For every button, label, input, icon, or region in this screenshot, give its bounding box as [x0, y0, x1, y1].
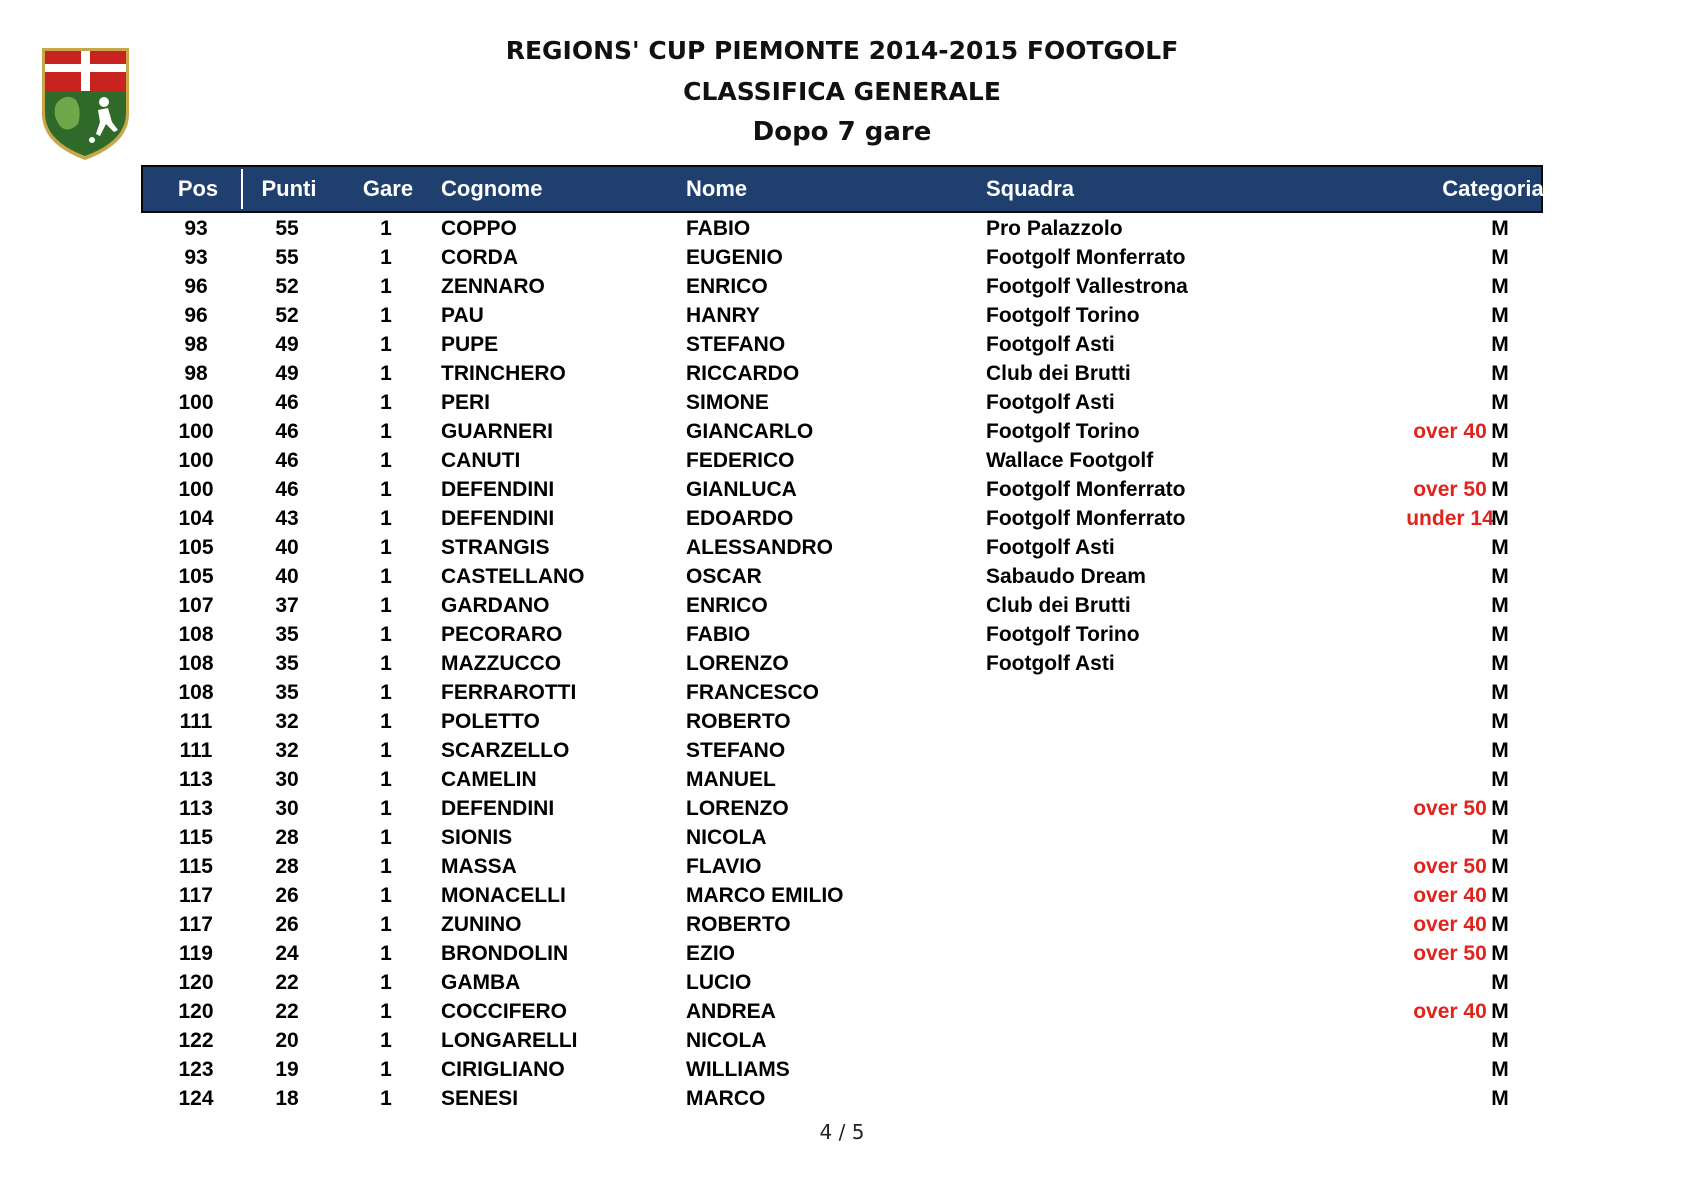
- table-row: [0, 881, 1684, 910]
- column-header-punti: Punti: [261, 176, 317, 201]
- table-row: [0, 678, 1684, 707]
- cell-gare: 1: [380, 1029, 392, 1052]
- cell-categoria: over 40: [1413, 1000, 1487, 1023]
- cell-cognome: ZUNINO: [441, 913, 522, 936]
- cell-nome: STEFANO: [686, 739, 786, 762]
- cell-gare: 1: [380, 362, 392, 385]
- cell-pos: 108: [178, 652, 214, 675]
- cell-pos: 105: [178, 565, 214, 588]
- cell-pos: 100: [178, 449, 214, 472]
- cell-squadra: Wallace Footgolf: [986, 449, 1154, 472]
- cell-nome: MARCO: [686, 1087, 766, 1110]
- cell-cognome: MASSA: [441, 855, 517, 878]
- cell-nome: WILLIAMS: [686, 1058, 790, 1081]
- cell-nome: RICCARDO: [686, 362, 800, 385]
- cell-gare: 1: [380, 855, 392, 878]
- cell-mf: M: [1491, 739, 1509, 762]
- table-row: [0, 707, 1684, 736]
- cell-mf: M: [1491, 217, 1509, 240]
- cell-squadra: [986, 765, 1326, 794]
- cell-gare: 1: [380, 768, 392, 791]
- cell-mf: M: [1491, 1058, 1509, 1081]
- cell-gare: 1: [380, 1000, 392, 1023]
- cell-cognome: PAU: [441, 304, 484, 327]
- table-row: [0, 504, 1684, 533]
- cell-pos: 115: [179, 855, 213, 878]
- cell-nome: FEDERICO: [686, 449, 795, 472]
- cell-gare: 1: [380, 333, 392, 356]
- cell-squadra: Club dei Brutti: [986, 362, 1131, 385]
- cell-pos: 108: [178, 623, 214, 646]
- cell-mf: M: [1491, 1087, 1509, 1110]
- table-row: [0, 562, 1684, 591]
- cell-squadra: Footgolf Monferrato: [986, 478, 1186, 501]
- cell-pos: 122: [178, 1029, 214, 1052]
- cell-gare: 1: [380, 971, 392, 994]
- cell-mf: M: [1491, 246, 1509, 269]
- cell-pos: 93: [184, 217, 208, 240]
- cell-squadra: Footgolf Monferrato: [986, 507, 1186, 530]
- cell-punti: 26: [275, 884, 299, 907]
- cell-punti: 49: [275, 362, 299, 385]
- cell-cognome: CANUTI: [441, 449, 521, 472]
- cell-squadra: Footgolf Torino: [986, 623, 1140, 646]
- cell-punti: 35: [275, 623, 299, 646]
- cell-squadra: [986, 678, 1326, 707]
- cell-cognome: GAMBA: [441, 971, 521, 994]
- cell-gare: 1: [380, 565, 392, 588]
- cell-nome: OSCAR: [686, 565, 762, 588]
- table-row: [0, 1026, 1684, 1055]
- cell-punti: 28: [275, 826, 299, 849]
- cell-cognome: COCCIFERO: [441, 1000, 567, 1023]
- cell-categoria: over 50: [1413, 797, 1487, 820]
- cell-gare: 1: [380, 797, 392, 820]
- cell-cognome: GUARNERI: [441, 420, 554, 443]
- cell-pos: 111: [179, 739, 213, 762]
- cell-punti: 46: [275, 391, 299, 414]
- cell-categoria: over 40: [1413, 884, 1487, 907]
- cell-mf: M: [1491, 942, 1509, 965]
- cell-punti: 40: [275, 536, 299, 559]
- cell-mf: M: [1491, 362, 1509, 385]
- cell-cognome: CASTELLANO: [441, 565, 585, 588]
- cell-mf: M: [1491, 391, 1509, 414]
- cell-categoria: under 14: [1406, 507, 1494, 530]
- cell-cognome: ZENNARO: [441, 275, 545, 298]
- cell-nome: STEFANO: [686, 333, 786, 356]
- cell-squadra: [986, 968, 1326, 997]
- cell-pos: 100: [178, 478, 214, 501]
- table-row: [0, 765, 1684, 794]
- cell-mf: M: [1491, 971, 1509, 994]
- table-row: [0, 997, 1684, 1026]
- page-subtitle-races: Dopo 7 gare: [752, 117, 932, 147]
- cell-mf: M: [1491, 623, 1509, 646]
- cell-punti: 43: [275, 507, 299, 530]
- cell-cognome: SENESI: [441, 1087, 519, 1110]
- cell-nome: FLAVIO: [686, 855, 762, 878]
- cell-cognome: FERRAROTTI: [441, 681, 577, 704]
- table-row: [0, 243, 1684, 272]
- table-row: [0, 649, 1684, 678]
- cell-cognome: COPPO: [441, 217, 517, 240]
- cell-pos: 96: [184, 275, 208, 298]
- cell-nome: ANDREA: [686, 1000, 776, 1023]
- cell-punti: 30: [275, 768, 299, 791]
- cell-nome: ROBERTO: [686, 913, 791, 936]
- cell-squadra: [986, 939, 1326, 968]
- cell-punti: 55: [275, 246, 299, 269]
- cell-mf: M: [1491, 797, 1509, 820]
- cell-punti: 37: [275, 594, 299, 617]
- cell-cognome: CORDA: [441, 246, 518, 269]
- cell-punti: 55: [275, 217, 299, 240]
- cell-mf: M: [1491, 1029, 1509, 1052]
- column-header-squadra: Squadra: [986, 176, 1075, 201]
- cell-gare: 1: [380, 217, 392, 240]
- cell-pos: 123: [178, 1058, 214, 1081]
- cell-mf: M: [1491, 507, 1509, 530]
- cell-gare: 1: [380, 710, 392, 733]
- cell-squadra: [986, 881, 1326, 910]
- cell-cognome: BRONDOLIN: [441, 942, 569, 965]
- cell-pos: 117: [179, 913, 213, 936]
- table-row: [0, 852, 1684, 881]
- cell-squadra: [986, 1026, 1326, 1055]
- cell-mf: M: [1491, 478, 1509, 501]
- cell-punti: 22: [275, 1000, 299, 1023]
- column-header-categoria: Categoria: [1442, 176, 1544, 201]
- cell-gare: 1: [380, 246, 392, 269]
- cell-nome: EUGENIO: [686, 246, 783, 269]
- cell-gare: 1: [380, 304, 392, 327]
- column-header-mf: M / F: [1607, 176, 1659, 201]
- cell-nome: ENRICO: [686, 275, 768, 298]
- cell-gare: 1: [380, 681, 392, 704]
- cell-nome: FABIO: [686, 623, 751, 646]
- table-row: [0, 533, 1684, 562]
- table-row: [0, 388, 1684, 417]
- cell-mf: M: [1491, 826, 1509, 849]
- cell-mf: M: [1491, 681, 1509, 704]
- cell-gare: 1: [380, 449, 392, 472]
- cell-cognome: STRANGIS: [441, 536, 550, 559]
- cell-pos: 104: [178, 507, 214, 530]
- cell-categoria: over 40: [1413, 913, 1487, 936]
- table-row: [0, 446, 1684, 475]
- table-row: [0, 359, 1684, 388]
- cell-nome: MARCO EMILIO: [686, 884, 844, 907]
- cell-cognome: CAMELIN: [441, 768, 537, 791]
- table-row: [0, 794, 1684, 823]
- cell-punti: 46: [275, 449, 299, 472]
- cell-categoria: over 50: [1413, 855, 1487, 878]
- cell-gare: 1: [380, 652, 392, 675]
- cell-punti: 46: [275, 420, 299, 443]
- cell-cognome: DEFENDINI: [441, 507, 555, 530]
- cell-nome: NICOLA: [686, 826, 767, 849]
- cell-squadra: Footgolf Vallestrona: [986, 275, 1188, 298]
- cell-pos: 124: [178, 1087, 214, 1110]
- cell-nome: ROBERTO: [686, 710, 791, 733]
- cell-punti: 46: [275, 478, 299, 501]
- page-title-block: [0, 30, 1684, 153]
- cell-punti: 32: [275, 739, 299, 762]
- cell-cognome: CIRIGLIANO: [441, 1058, 565, 1081]
- cell-pos: 105: [178, 536, 214, 559]
- cell-nome: GIANCARLO: [686, 420, 814, 443]
- cell-cognome: MONACELLI: [441, 884, 566, 907]
- cell-punti: 26: [275, 913, 299, 936]
- cell-gare: 1: [380, 1058, 392, 1081]
- cell-pos: 113: [179, 768, 213, 791]
- cell-punti: 49: [275, 333, 299, 356]
- cell-mf: M: [1491, 652, 1509, 675]
- cell-mf: M: [1491, 1000, 1509, 1023]
- cell-cognome: PERI: [441, 391, 491, 414]
- cell-gare: 1: [380, 913, 392, 936]
- cell-nome: EZIO: [686, 942, 736, 965]
- cell-pos: 120: [178, 1000, 214, 1023]
- cell-squadra: Footgolf Torino: [986, 304, 1140, 327]
- cell-mf: M: [1491, 536, 1509, 559]
- cell-cognome: MAZZUCCO: [441, 652, 562, 675]
- cell-nome: GIANLUCA: [686, 478, 797, 501]
- cell-squadra: [986, 910, 1326, 939]
- cell-mf: M: [1491, 420, 1509, 443]
- cell-cognome: SCARZELLO: [441, 739, 570, 762]
- cell-pos: 100: [178, 391, 214, 414]
- cell-gare: 1: [380, 594, 392, 617]
- column-header-gare: Gare: [362, 176, 414, 201]
- cell-punti: 19: [275, 1058, 299, 1081]
- column-header-nome: Nome: [686, 176, 748, 201]
- cell-pos: 113: [179, 797, 213, 820]
- cell-nome: EDOARDO: [686, 507, 794, 530]
- cell-squadra: Footgolf Asti: [986, 652, 1115, 675]
- cell-pos: 98: [184, 362, 208, 385]
- cell-gare: 1: [380, 275, 392, 298]
- cell-squadra: [986, 707, 1326, 736]
- cell-cognome: DEFENDINI: [441, 478, 555, 501]
- table-row: [0, 591, 1684, 620]
- cell-gare: 1: [380, 739, 392, 762]
- cell-gare: 1: [380, 536, 392, 559]
- cell-squadra: [986, 852, 1326, 881]
- table-row: [0, 330, 1684, 359]
- cell-gare: 1: [380, 884, 392, 907]
- cell-pos: 120: [178, 971, 214, 994]
- cell-nome: FABIO: [686, 217, 751, 240]
- cell-gare: 1: [380, 420, 392, 443]
- cell-punti: 52: [275, 304, 299, 327]
- cell-mf: M: [1491, 275, 1509, 298]
- cell-punti: 35: [275, 652, 299, 675]
- cell-squadra: [986, 794, 1326, 823]
- cell-punti: 20: [275, 1029, 299, 1052]
- cell-squadra: [986, 997, 1326, 1026]
- cell-squadra: [986, 1084, 1326, 1113]
- table-row: [0, 620, 1684, 649]
- cell-nome: SIMONE: [686, 391, 769, 414]
- cell-gare: 1: [380, 623, 392, 646]
- cell-mf: M: [1491, 565, 1509, 588]
- column-header-cognome: Cognome: [441, 176, 543, 201]
- cell-punti: 35: [275, 681, 299, 704]
- cell-squadra: [986, 1055, 1326, 1084]
- table-row: [0, 910, 1684, 939]
- table-row: [0, 1055, 1684, 1084]
- cell-nome: FRANCESCO: [686, 681, 820, 704]
- cell-nome: LORENZO: [686, 652, 789, 675]
- column-header-pos: Pos: [177, 176, 219, 201]
- cell-punti: 52: [275, 275, 299, 298]
- table-row: [0, 214, 1684, 243]
- cell-mf: M: [1491, 913, 1509, 936]
- cell-categoria: over 50: [1413, 478, 1487, 501]
- cell-squadra: Footgolf Torino: [986, 420, 1140, 443]
- cell-gare: 1: [380, 826, 392, 849]
- cell-gare: 1: [380, 391, 392, 414]
- cell-pos: 108: [178, 681, 214, 704]
- page-number: 4 / 5: [819, 1120, 865, 1144]
- table-row: [0, 968, 1684, 997]
- cell-squadra: [986, 736, 1326, 765]
- cell-punti: 30: [275, 797, 299, 820]
- cell-mf: M: [1491, 333, 1509, 356]
- cell-squadra: Pro Palazzolo: [986, 217, 1123, 240]
- cell-punti: 18: [275, 1087, 299, 1110]
- cell-cognome: PECORARO: [441, 623, 563, 646]
- cell-mf: M: [1491, 768, 1509, 791]
- cell-pos: 96: [184, 304, 208, 327]
- cell-pos: 100: [178, 420, 214, 443]
- cell-pos: 107: [178, 594, 214, 617]
- table-row: [0, 272, 1684, 301]
- table-row: [0, 417, 1684, 446]
- page-title: REGIONS' CUP PIEMONTE 2014-2015 FOOTGOLF: [505, 36, 1179, 65]
- cell-squadra: Club dei Brutti: [986, 594, 1131, 617]
- cell-cognome: SIONIS: [441, 826, 513, 849]
- cell-nome: ENRICO: [686, 594, 768, 617]
- cell-squadra: Sabaudo Dream: [986, 565, 1146, 588]
- cell-pos: 117: [179, 884, 213, 907]
- cell-gare: 1: [380, 507, 392, 530]
- cell-nome: ALESSANDRO: [686, 536, 834, 559]
- cell-pos: 119: [179, 942, 213, 965]
- cell-mf: M: [1491, 855, 1509, 878]
- table-row: [0, 301, 1684, 330]
- cell-cognome: LONGARELLI: [441, 1029, 578, 1052]
- page-subtitle: CLASSIFICA GENERALE: [683, 77, 1001, 106]
- cell-punti: 22: [275, 971, 299, 994]
- cell-squadra: Footgolf Asti: [986, 333, 1115, 356]
- cell-mf: M: [1491, 594, 1509, 617]
- cell-pos: 115: [179, 826, 213, 849]
- cell-punti: 28: [275, 855, 299, 878]
- cell-cognome: DEFENDINI: [441, 797, 555, 820]
- cell-cognome: TRINCHERO: [441, 362, 566, 385]
- cell-punti: 40: [275, 565, 299, 588]
- cell-pos: 111: [179, 710, 213, 733]
- cell-squadra: [986, 823, 1326, 852]
- cell-gare: 1: [380, 478, 392, 501]
- cell-categoria: over 40: [1413, 420, 1487, 443]
- table-row: [0, 823, 1684, 852]
- cell-categoria: over 50: [1413, 942, 1487, 965]
- table-row: [0, 939, 1684, 968]
- cell-squadra: Footgolf Asti: [986, 536, 1115, 559]
- cell-squadra: Footgolf Asti: [986, 391, 1115, 414]
- cell-cognome: PUPE: [441, 333, 499, 356]
- cell-punti: 32: [275, 710, 299, 733]
- cell-nome: LORENZO: [686, 797, 789, 820]
- cell-pos: 93: [184, 246, 208, 269]
- cell-gare: 1: [380, 1087, 392, 1110]
- cell-pos: 98: [184, 333, 208, 356]
- cell-mf: M: [1491, 304, 1509, 327]
- cell-punti: 24: [275, 942, 299, 965]
- standings-table-body: [0, 214, 1684, 1113]
- cell-squadra: Footgolf Monferrato: [986, 246, 1186, 269]
- cell-nome: NICOLA: [686, 1029, 767, 1052]
- cell-mf: M: [1491, 710, 1509, 733]
- cell-nome: MANUEL: [686, 768, 776, 791]
- cell-nome: LUCIO: [686, 971, 752, 994]
- cell-cognome: POLETTO: [441, 710, 540, 733]
- table-row: [0, 736, 1684, 765]
- cell-mf: M: [1491, 884, 1509, 907]
- cell-cognome: GARDANO: [441, 594, 550, 617]
- cell-nome: HANRY: [686, 304, 760, 327]
- table-row: [0, 1084, 1684, 1113]
- cell-gare: 1: [380, 942, 392, 965]
- cell-mf: M: [1491, 449, 1509, 472]
- table-row: [0, 475, 1684, 504]
- table-header: [141, 165, 1659, 213]
